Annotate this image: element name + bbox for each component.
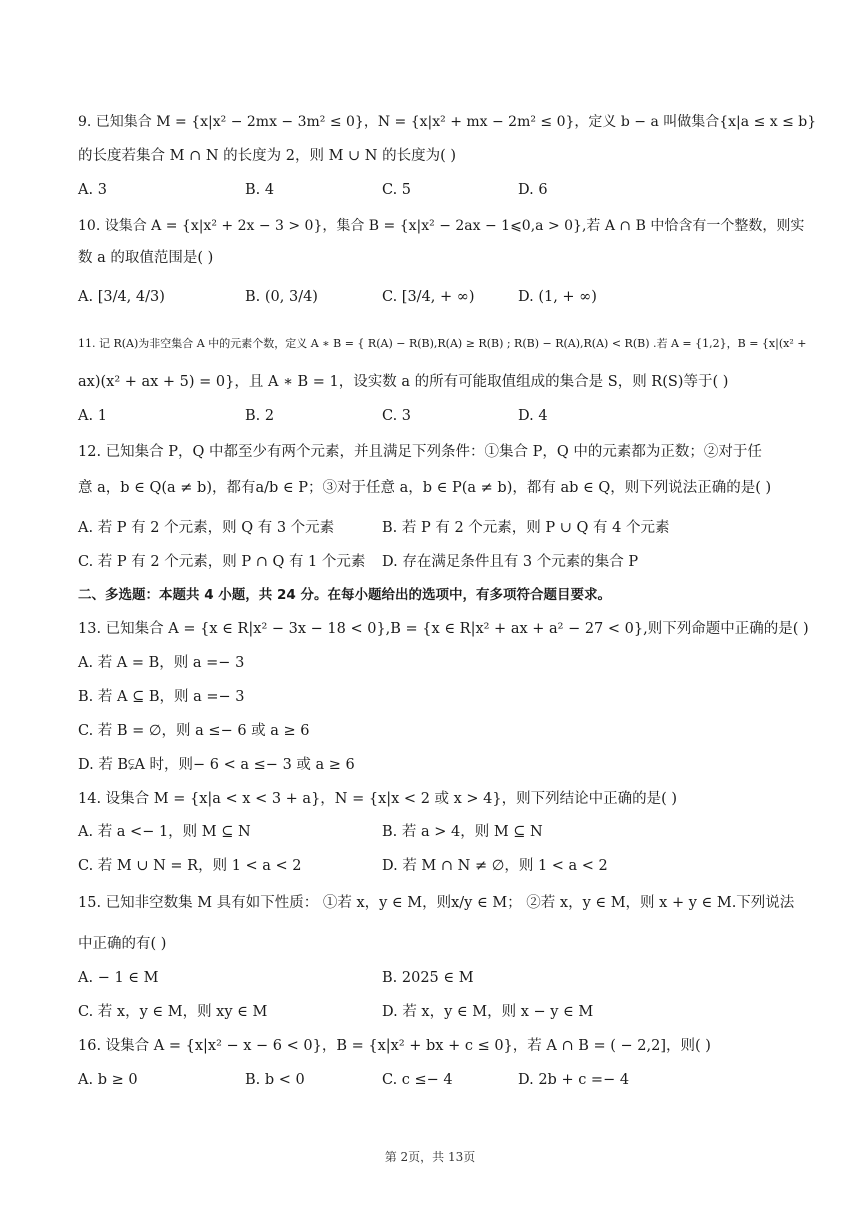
q12-option-b: B. 若 P 有 2 个元素，则 P ∪ Q 有 4 个元素	[382, 520, 670, 536]
q9-option-c: C. 5	[382, 182, 412, 198]
q15-option-c: C. 若 x，y ∈ M，则 xy ∈ M	[78, 1004, 268, 1020]
q16-option-d: D. 2b + c =− 4	[518, 1072, 630, 1088]
q9-line1: 9. 已知集合 M = {x|x² − 2mx − 3m² ≤ 0}，N = {x|x² + mx − 2m² ≤ 0}，定义 b − a 叫做集合{x|a ≤ x ≤ b}	[78, 114, 817, 130]
q12-option-a: A. 若 P 有 2 个元素，则 Q 有 3 个元素	[78, 520, 335, 536]
q15-option-b: B. 2025 ∈ M	[382, 970, 474, 986]
q13-option-a: A. 若 A = B，则 a =− 3	[78, 655, 245, 671]
q14-option-b: B. 若 a > 4，则 M ⊆ N	[382, 824, 543, 840]
q16-option-b: B. b < 0	[245, 1072, 305, 1088]
q15-line1: 15. 已知非空数集 M 具有如下性质： ①若 x，y ∈ M，则x/y ∈ M； ②若 x，y ∈ M，则 x + y ∈ M.下列说法	[78, 895, 795, 911]
q11-option-c: C. 3	[382, 408, 412, 424]
q14-option-d: D. 若 M ∩ N ≠ ∅，则 1 < a < 2	[382, 858, 608, 874]
q11-option-d: D. 4	[518, 408, 548, 424]
q11-option-b: B. 2	[245, 408, 275, 424]
q12-option-c: C. 若 P 有 2 个元素，则 P ∩ Q 有 1 个元素	[78, 554, 366, 570]
q9-option-b: B. 4	[245, 182, 275, 198]
page-footer: 第 2页，共 13页	[384, 1150, 476, 1164]
q10-line2: 数 a 的取值范围是( )	[78, 250, 214, 266]
q11-option-a: A. 1	[78, 408, 107, 424]
q16-line1: 16. 设集合 A = {x|x² − x − 6 < 0}，B = {x|x² + bx + c ≤ 0}，若 A ∩ B = ( − 2,2]，则( )	[78, 1038, 711, 1054]
q9-option-d: D. 6	[518, 182, 548, 198]
q11-line2: ax)(x² + ax + 5) = 0}，且 A ∗ B = 1，设实数 a 的所有可能取值组成的集合是 S，则 R(S)等于( )	[78, 374, 729, 390]
q10-option-a: A. [3/4, 4/3)	[78, 289, 165, 305]
q9-line2: 的长度若集合 M ∩ N 的长度为 2，则 M ∪ N 的长度为( )	[78, 148, 456, 164]
q15-option-a: A. − 1 ∈ M	[78, 970, 159, 986]
q10-line1: 10. 设集合 A = {x|x² + 2x − 3 > 0}，集合 B = {x|x² − 2ax − 1⩽0,a > 0},若 A ∩ B 中恰含有一个整数，则实	[78, 218, 805, 234]
q15-option-d: D. 若 x，y ∈ M，则 x − y ∈ M	[382, 1004, 594, 1020]
q11-line1: 11. 记 R(A)为非空集合 A 中的元素个数，定义 A ∗ B = { R(A) − R(B),R(A) ≥ R(B) ; R(B) − R(A),R(A) < R(B) .若 A = {1,2}，B = {x|(x² +	[78, 337, 807, 350]
q13-line1: 13. 已知集合 A = {x ∈ R|x² − 3x − 18 < 0},B = {x ∈ R|x² + ax + a² − 27 < 0},则下列命题中正确的是( )	[78, 621, 809, 637]
q13-option-d: D. 若 B⫋A 时，则− 6 < a ≤− 3 或 a ≥ 6	[78, 757, 355, 773]
q14-line1: 14. 设集合 M = {x|a < x < 3 + a}，N = {x|x < 2 或 x > 4}，则下列结论中正确的是( )	[78, 791, 678, 807]
q14-option-a: A. 若 a <− 1，则 M ⊆ N	[78, 824, 251, 840]
q10-option-d: D. (1, + ∞)	[518, 289, 597, 305]
q13-option-c: C. 若 B = ∅，则 a ≤− 6 或 a ≥ 6	[78, 723, 310, 739]
q10-option-b: B. (0, 3/4)	[245, 289, 318, 305]
q12-line1: 12. 已知集合 P，Q 中都至少有两个元素，并且满足下列条件：①集合 P，Q 中的元素都为正数；②对于任	[78, 444, 762, 460]
q13-option-b: B. 若 A ⊆ B，则 a =− 3	[78, 689, 245, 705]
q12-option-d: D. 存在满足条件且有 3 个元素的集合 P	[382, 554, 639, 570]
q15-line2: 中正确的有( )	[78, 936, 167, 952]
q16-option-a: A. b ≥ 0	[78, 1072, 138, 1088]
q10-option-c: C. [3/4, + ∞)	[382, 289, 475, 305]
section-multiple-choice-heading: 二、多选题：本题共 4 小题，共 24 分。在每小题给出的选项中，有多项符合题目要求。	[78, 587, 611, 603]
q16-option-c: C. c ≤− 4	[382, 1072, 453, 1088]
q14-option-c: C. 若 M ∪ N = R，则 1 < a < 2	[78, 858, 302, 874]
q12-line2: 意 a，b ∈ Q(a ≠ b)，都有a/b ∈ P；③对于任意 a，b ∈ P(a ≠ b)，都有 ab ∈ Q，则下列说法正确的是( )	[78, 480, 772, 496]
q9-option-a: A. 3	[78, 182, 107, 198]
